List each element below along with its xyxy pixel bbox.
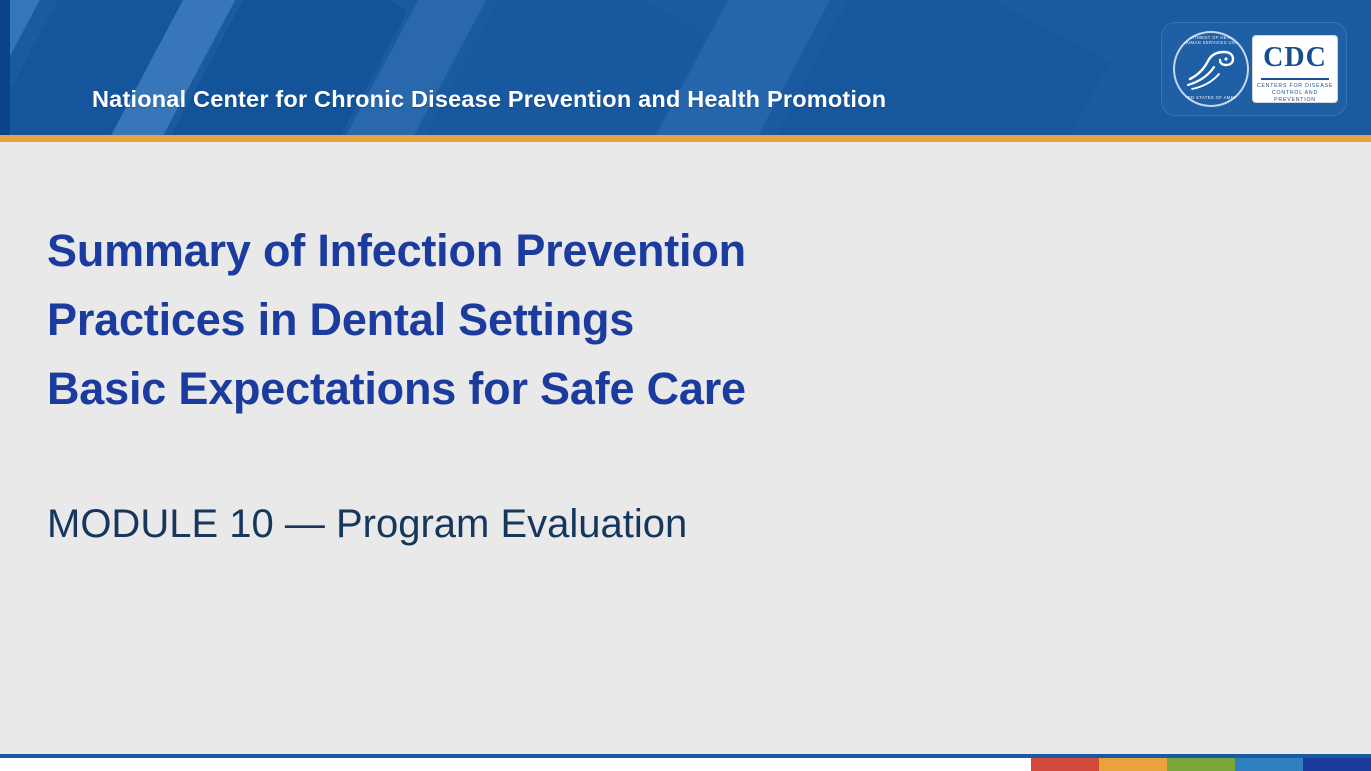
slide-title-line-3: Basic Expectations for Safe Care <box>47 362 746 414</box>
slide-header <box>0 0 1371 135</box>
footer-swatch <box>1167 758 1235 771</box>
hhs-seal-bottom-text: UNITED STATES OF AMERICA <box>1176 95 1246 100</box>
cdc-logo-divider <box>1261 78 1329 80</box>
organization-name: National Center for Chronic Disease Prevention and Health Promotion <box>92 86 887 112</box>
hhs-eagle-icon <box>1186 49 1236 91</box>
hhs-seal-top-text: DEPARTMENT OF HEALTH & HUMAN SERVICES USA <box>1178 35 1244 45</box>
cdc-logo-icon <box>1253 36 1337 102</box>
footer-swatch <box>1303 758 1371 771</box>
slide-title <box>47 217 1147 424</box>
cdc-wordmark: CDC <box>1263 42 1327 73</box>
hhs-seal-icon <box>1173 31 1249 107</box>
slide-title-line-2: Practices in Dental Settings <box>47 293 635 345</box>
footer-swatch <box>1099 758 1167 771</box>
header-left-edge <box>0 0 10 135</box>
footer-swatch <box>1235 758 1303 771</box>
footer-color-swatches <box>1031 758 1371 771</box>
cdc-subtitle: CENTERS FOR DISEASE CONTROL AND PREVENTION <box>1256 83 1334 103</box>
slide-title-line-1: Summary of Infection Prevention <box>47 225 746 276</box>
header-gold-rule <box>0 135 1371 142</box>
slide-subtitle: MODULE 10 — Program Evaluation <box>47 502 688 546</box>
agency-logo-group <box>1161 22 1347 116</box>
footer-swatch <box>1031 758 1099 771</box>
slide-body <box>0 142 1371 754</box>
